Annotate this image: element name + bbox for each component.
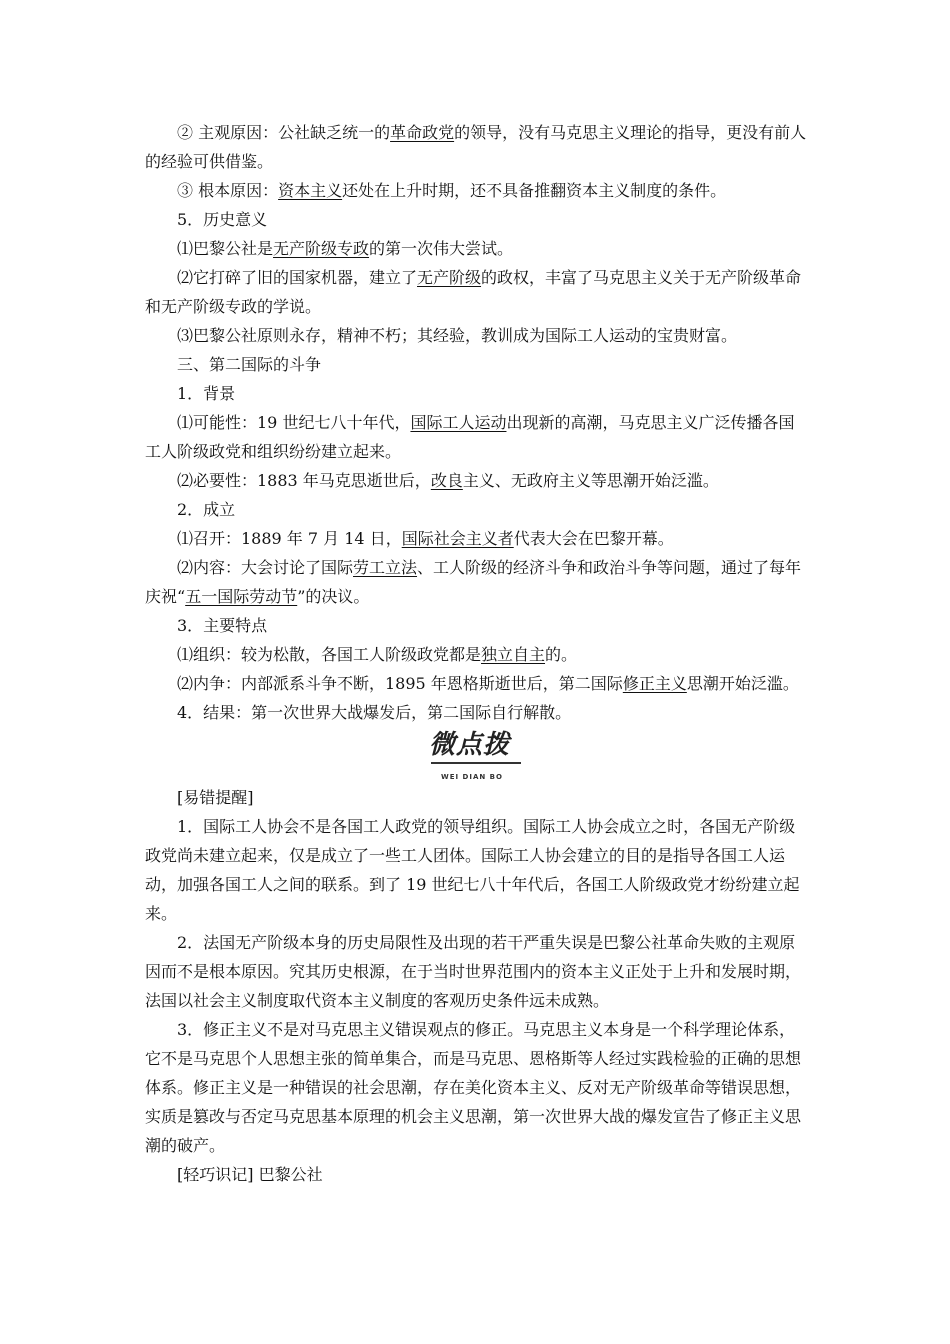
paragraph [145, 495, 807, 524]
text-segment: 的政权，丰富了马克思主义关于无产阶级革命和无产阶级专政的学说。 [145, 268, 802, 316]
memory-tip: [轻巧识记] 巴黎公社 [177, 1165, 323, 1184]
text-segment: 2．成立 [177, 500, 236, 519]
tips-section [145, 783, 807, 1189]
text-segment: ⑵内争：内部派系斗争不断，1895 年恩格斯逝世后，第二国际 [177, 674, 623, 693]
underlined-term: 修正主义 [622, 674, 687, 693]
text-segment: ⑵内容：大会讨论了国际 [177, 558, 354, 577]
underlined-term: 改良 [430, 471, 463, 490]
text-segment: 的第一次伟大尝试。 [369, 239, 514, 258]
text-segment: ⑵必要性：1883 年马克思逝世后， [177, 471, 431, 490]
text-segment: 5．历史意义 [177, 210, 268, 229]
underlined-term: 国际社会主义者 [401, 529, 514, 548]
paragraph [145, 205, 807, 234]
paragraph [145, 640, 807, 669]
paragraph [145, 379, 807, 408]
paragraph [145, 466, 807, 495]
text-segment: ⑴可能性：19 世纪七八十年代， [177, 413, 411, 432]
paragraph [145, 350, 807, 379]
paragraph [145, 553, 807, 611]
tip-paragraph: 1．国际工人协会不是各国工人政党的领导组织。国际工人协会成立之时，各国无产阶级政党尚未建立起来，仅是成立了一些工人团体。国际工人协会建立的目的是指导各国工人运动，加强各国工人之间的联系。到了 19 世纪七八十年代后，各国工人阶级政党才纷纷建立起来。 [145, 817, 800, 923]
text-segment: 主义、无政府主义等思潮开始泛滥。 [462, 471, 719, 490]
text-segment: 思潮开始泛滥。 [686, 674, 799, 693]
text-segment: ② 主观原因：公社缺乏统一的 [177, 123, 391, 142]
underlined-term: 无产阶级 [417, 268, 482, 287]
underlined-term: 独立自主 [481, 645, 546, 664]
paragraph [145, 321, 807, 350]
underlined-term: 资本主义 [278, 181, 343, 200]
paragraph [145, 524, 807, 553]
text-segment: ⑴巴黎公社是 [177, 239, 274, 258]
paragraph [145, 234, 807, 263]
text-segment: 代表大会在巴黎开幕。 [513, 529, 674, 548]
logo-mark [421, 731, 531, 779]
logo-title: 微点拨 [429, 730, 511, 760]
tips-heading: [易错提醒] [177, 788, 254, 807]
text-segment: 、工人阶级的经济斗争和政治斗争等问题，通过了每年庆祝“ [145, 558, 802, 606]
text-segment: ⑶巴黎公社原则永存，精神不朽；其经验，教训成为国际工人运动的宝贵财富。 [177, 326, 738, 345]
tip-paragraph: 2．法国无产阶级本身的历史局限性及出现的若干严重失误是巴黎公社革命失败的主观原因而不是根本原因。究其历史根源，在于当时世界范围内的资本主义正处于上升和发展时期，法国以社会主义制度取代资本主义制度的客观历史条件远未成熟。 [145, 933, 802, 1010]
text-segment: ⑴召开：1889 年 7 月 14 日， [177, 529, 402, 548]
logo [145, 731, 807, 781]
text-segment: ⑴组织：较为松散，各国工人阶级政党都是 [177, 645, 482, 664]
paragraph [145, 118, 807, 176]
text-segment: ③ 根本原因： [177, 181, 279, 200]
paragraph [145, 176, 807, 205]
text-segment: 3．主要特点 [177, 616, 268, 635]
underlined-term: 国际工人运动 [410, 413, 507, 432]
underlined-term: 五一国际劳动节 [185, 587, 298, 606]
tip-paragraph: 3．修正主义不是对马克思主义错误观点的修正。马克思主义本身是一个科学理论体系，它不是马克思个人思想主张的简单集合，而是马克思、恩格斯等人经过实践检验的正确的思想体系。修正主义是一种错误的社会思潮，存在美化资本主义、反对无产阶级革命等错误思想，实质是篡改与否定马克思基本原理的机会主义思潮，第一次世界大战的爆发宣告了修正主义思潮的破产。 [145, 1020, 802, 1155]
text-segment: 还处在上升时期，还不具备推翻资本主义制度的条件。 [342, 181, 727, 200]
text-segment: 三、第二国际的斗争 [177, 355, 322, 374]
text-segment: 的。 [545, 645, 578, 664]
text-segment: 4．结果：第一次世界大战爆发后，第二国际自行解散。 [177, 703, 572, 722]
underlined-term: 革命政党 [390, 123, 455, 142]
underlined-term: 无产阶级专政 [273, 239, 370, 258]
paragraph [145, 669, 807, 698]
document-body [145, 118, 807, 1189]
text-segment: 的领导，没有马克思主义理论的指导，更没有前人的经验可供借鉴。 [145, 123, 807, 171]
text-segment: ⑵它打碎了旧的国家机器，建立了 [177, 268, 418, 287]
paragraph [145, 263, 807, 321]
text-segment: 1．背景 [177, 384, 236, 403]
paragraph [145, 611, 807, 640]
paragraph [145, 698, 807, 727]
content-section [145, 118, 807, 727]
text-segment: 出现新的高潮，马克思主义广泛传播各国工人阶级政党和组织纷纷建立起来。 [145, 413, 795, 461]
paragraph [145, 408, 807, 466]
text-segment: ”的决议。 [297, 587, 370, 606]
logo-subtitle: WEI DIAN BO [441, 773, 503, 781]
underlined-term: 劳工立法 [353, 558, 418, 577]
